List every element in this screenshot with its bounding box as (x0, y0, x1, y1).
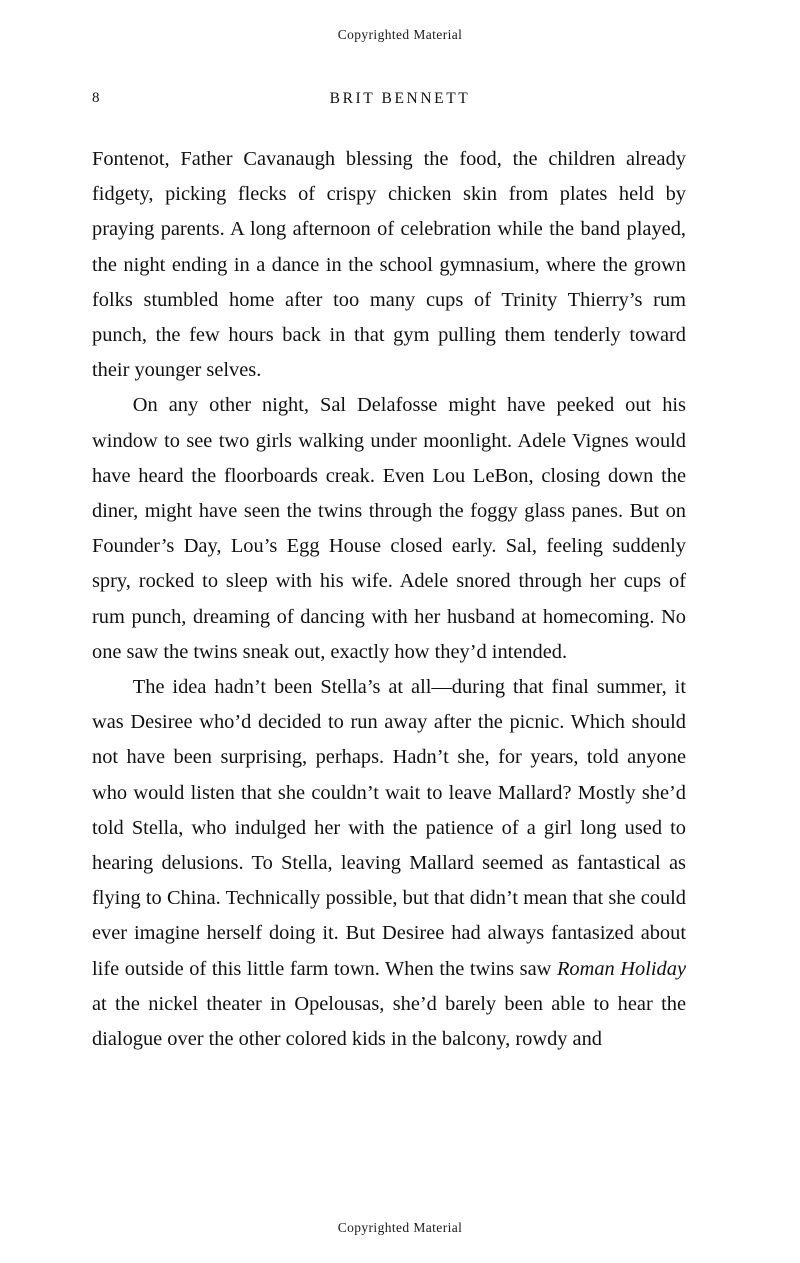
paragraph-3-text-before: The idea hadn’t been Stella’s at all—during that final summer, it was Desiree who’d decided to run away after the picnic. Which should not have been surprising, perhaps. Hadn’t she, for years, told anyone who would listen that she couldn’t wait to leave Mallard? Mostly she’d told Stella, who indulged her with the patience of a girl long used to hearing delusions. To Stella, leaving Mallard seemed as fantastical as flying to China. Technically possible, but that didn’t mean that she could ever imagine herself doing it. But Desiree had always fantasized about life outside of this little farm town. When the twins saw (92, 676, 686, 980)
copyright-watermark-bottom: Copyrighted Material (337, 1220, 463, 1235)
author-running-title: BRIT BENNETT (329, 90, 471, 107)
body-text (92, 142, 686, 1057)
film-title-italic: Roman Holiday (556, 957, 686, 980)
running-head (92, 90, 708, 110)
page-number: 8 (92, 90, 100, 106)
copyright-watermark-top: Copyrighted Material (337, 27, 463, 42)
paragraph-2: On any other night, Sal Delafosse might have peeked out his window to see two girls walking under moonlight. Adele Vignes would have heard the floorboards creak. Even Lou LeBon, closing down the diner, might have seen the twins through the foggy glass panes. But on Founder’s Day, Lou’s Egg House closed early. Sal, feeling suddenly spry, rocked to sleep with his wife. Adele snored through her cups of rum punch, dreaming of dancing with her husband at homecoming. No one saw the twins sneak out, exactly how they’d intended. (92, 394, 686, 663)
paragraph-1: Fontenot, Father Cavanaugh blessing the food, the children already fidgety, picking flecks of crispy chicken skin from plates held by praying parents. A long afternoon of celebration while the band played, the night ending in a dance in the school gymnasium, where the grown folks stumbled home after too many cups of Trinity Thierry’s rum punch, the few hours back in that gym pulling them tenderly toward their younger selves. (92, 148, 686, 382)
paragraph-3-text-after: at the nickel theater in Opelousas, she’d barely been able to hear the dialogue over the other colored kids in the balcony, rowdy and (92, 992, 686, 1051)
paragraph-3 (92, 670, 686, 1057)
